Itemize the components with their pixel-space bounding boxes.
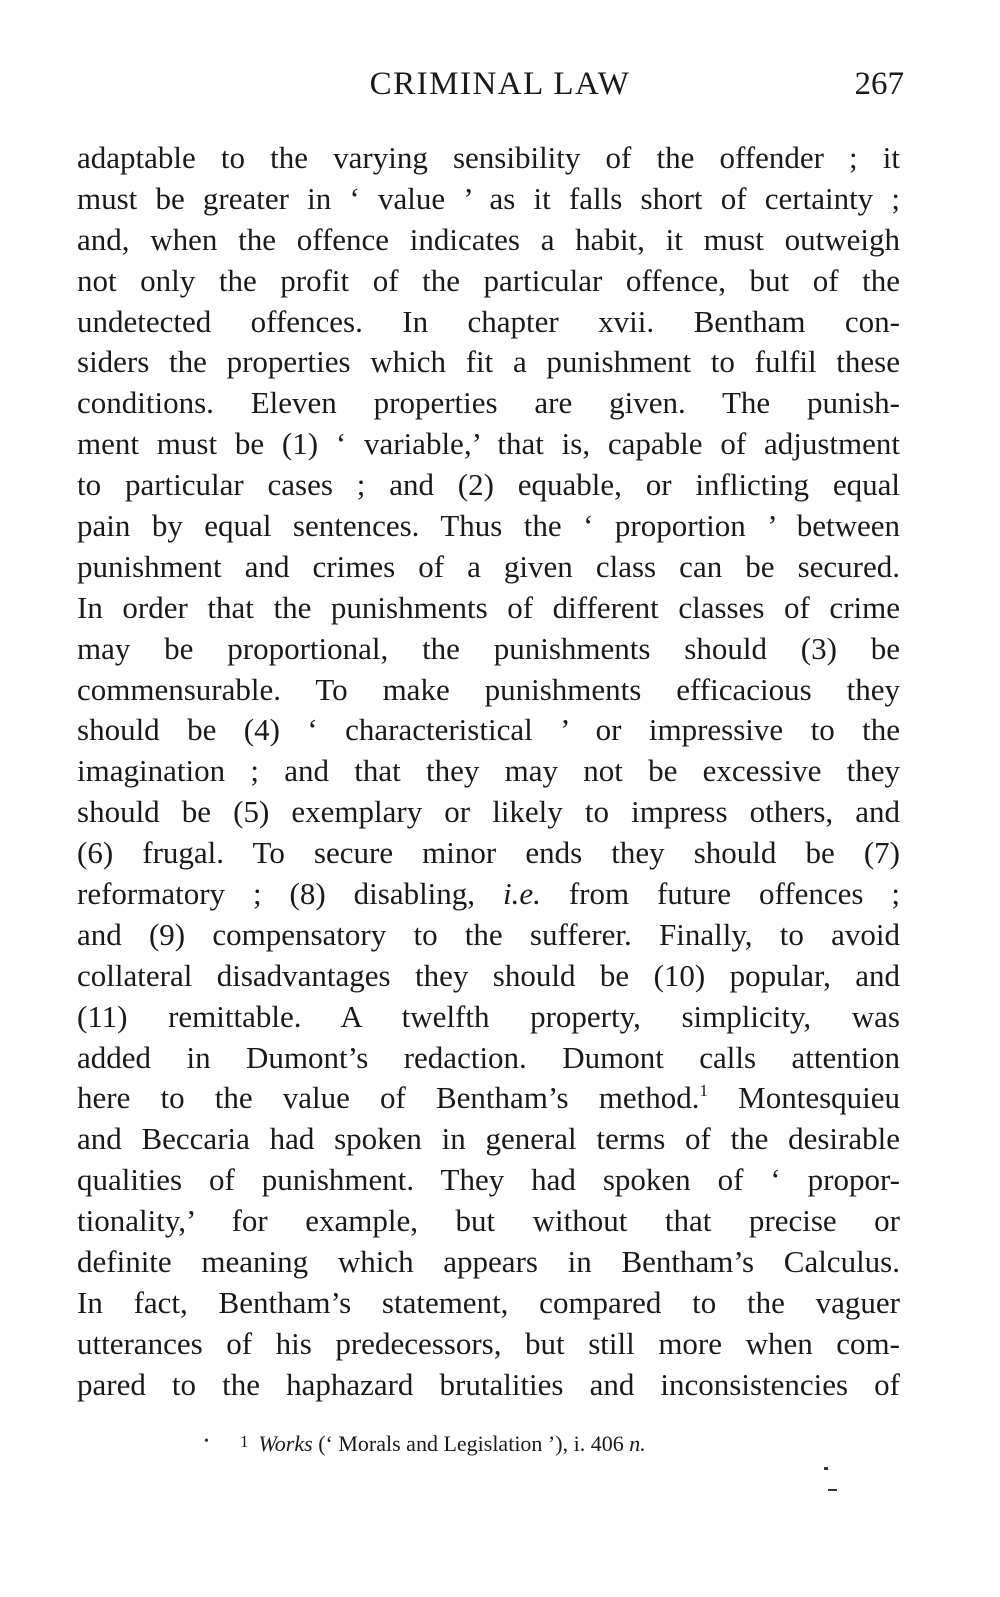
text-line: to particular cases ; and (2) equable, or inflicting equal [77, 467, 900, 503]
text-line: added in Dumont’s redaction. Dumont calls attention [77, 1039, 900, 1075]
footnote-citation: (‘ Morals and Legislation ’), i. 406 [318, 1431, 624, 1456]
footnote-works: Works [258, 1431, 313, 1456]
text-line: conditions. Eleven properties are given. The punish- [77, 385, 900, 421]
text-line: must be greater in ‘ value ’ as it falls short of certainty ; [77, 180, 900, 216]
text-line: siders the properties which fit a punishment to fulfil these [77, 344, 900, 380]
text-line: definite meaning which appears in Bentham’s Calculus. [77, 1244, 900, 1280]
text-line: (11) remittable. A twelfth property, simplicity, was [77, 998, 900, 1034]
text-line: not only the profit of the particular offence, but of the [77, 262, 900, 298]
text-line: should be (5) exemplary or likely to impress others, and [77, 794, 900, 830]
text-line: punishment and crimes of a given class can be secured. [77, 548, 900, 584]
text-line: tionality,’ for example, but without that precise or [77, 1203, 900, 1239]
line-segment: from future offences ; [568, 876, 901, 912]
line-segment: Montesquieu [738, 1080, 901, 1116]
print-specks [820, 1465, 840, 1505]
text-line: undetected offences. In chapter xvii. Bentham con- [77, 303, 900, 339]
line-segment: here to the value of Bentham’s method. [77, 1080, 700, 1116]
text-line: qualities of punishment. They had spoken of ‘ propor- [77, 1162, 900, 1198]
text-line: collateral disadvantages they should be (10) popular, and [77, 957, 900, 993]
line-segment: reformatory ; (8) disabling, [77, 876, 476, 912]
text-line [77, 1078, 900, 1119]
text-line: utterances of his predecessors, but still more when com- [77, 1325, 900, 1361]
footnote-n: n. [629, 1431, 646, 1456]
text-line: commensurable. To make punishments efficacious they [77, 671, 900, 707]
text-line: (6) frugal. To secure minor ends they should be (7) [77, 835, 900, 871]
text-line: should be (4) ‘ characteristical ’ or impressive to the [77, 712, 900, 748]
text-line: pain by equal sentences. Thus the ‘ proportion ’ between [77, 508, 900, 544]
text-line: In fact, Bentham’s statement, compared to the vaguer [77, 1284, 900, 1320]
footnote-number: 1 [240, 1432, 249, 1451]
footnote-marker: • [204, 1434, 209, 1449]
text-line: adaptable to the varying sensibility of the offender ; it [77, 140, 900, 175]
text-line: may be proportional, the punishments should (3) be [77, 630, 900, 666]
text-line: imagination ; and that they may not be excessive they [77, 753, 900, 789]
footnote-body [240, 1424, 646, 1462]
text-line: ment must be (1) ‘ variable,’ that is, capable of adjustment [77, 426, 900, 462]
page-number: 267 [854, 66, 904, 102]
body-text [77, 138, 900, 1406]
italic-ie: i.e. [503, 876, 541, 912]
text-line: and Beccaria had spoken in general terms of the desirable [77, 1121, 900, 1157]
footnote [0, 1424, 1000, 1460]
running-head [0, 66, 1000, 114]
text-line: and (9) compensatory to the sufferer. Finally, to avoid [77, 916, 900, 952]
text-line: and, when the offence indicates a habit, it must outweigh [77, 221, 900, 257]
text-line: In order that the punishments of different classes of crime [77, 589, 900, 625]
running-title: CRIMINAL LAW [369, 66, 631, 102]
text-line [77, 874, 900, 915]
text-line: pared to the haphazard brutalities and inconsistencies of [77, 1366, 900, 1402]
footnote-reference: 1 [699, 1081, 708, 1101]
